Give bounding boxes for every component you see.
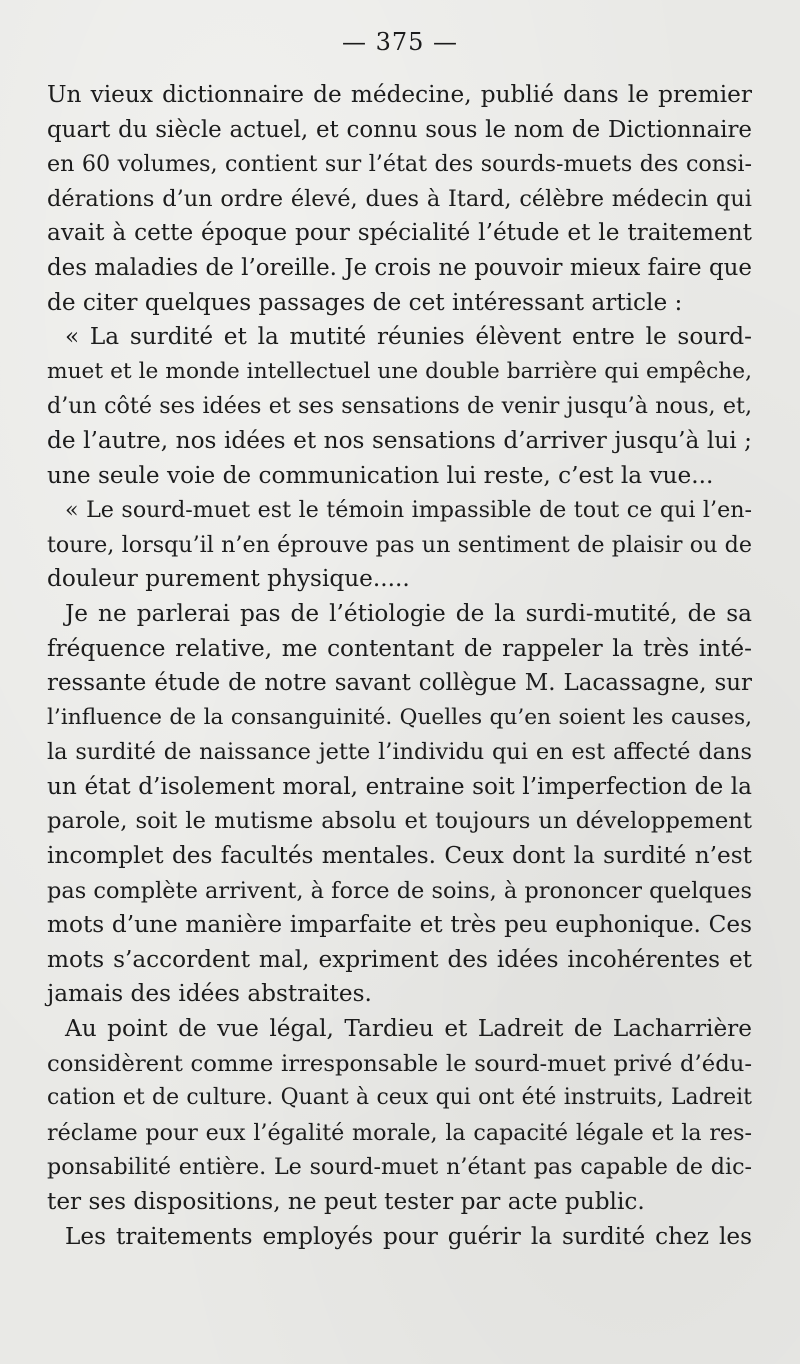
text-line: mots d’une manière imparfaite et très peu euphonique. Ces — [47, 911, 752, 939]
text-line: d’un côté ses idées et ses sensations de venir jusqu’à nous, et, — [47, 393, 752, 420]
text-line: incomplet des facultés mentales. Ceux dont la surdité n’est — [47, 842, 752, 870]
text-line: douleur purement physique..... — [47, 565, 410, 593]
text-line: muet et le monde intellectuel une double barrière qui empêche, — [47, 358, 752, 384]
text-line: Au point de vue légal, Tardieu et Ladreit de Lacharrière — [65, 1015, 752, 1043]
text-line: « La surdité et la mutité réunies élèvent entre le sourd- — [65, 323, 752, 351]
text-line: des maladies de l’oreille. Je crois ne pouvoir mieux faire que — [47, 254, 752, 281]
text-line: de citer quelques passages de cet intéressant article : — [47, 288, 683, 316]
text-line: pas complète arrivent, à force de soins, à prononcer quelques — [47, 877, 752, 904]
text-line: ressante étude de notre savant collègue M. Lacassagne, sur — [47, 670, 752, 697]
body-text — [47, 78, 752, 1254]
text-line: un état d’isolement moral, entraine soit l’imperfection de la — [47, 772, 752, 800]
text-line: quart du siècle actuel, et connu sous le nom de Dictionnaire — [47, 116, 752, 143]
text-line: la surdité de naissance jette l’individu qui en est affecté dans — [47, 739, 752, 766]
text-line: l’influence de la consanguinité. Quelles qu’en soient les causes, — [47, 704, 752, 730]
text-line: dérations d’un ordre élevé, dues à Itard, célèbre médecin qui — [47, 185, 752, 212]
text-line: en 60 volumes, contient sur l’état des sourds-muets des consi- — [47, 151, 752, 178]
text-line: Un vieux dictionnaire de médecine, publié dans le premier — [47, 81, 752, 108]
text-line: cation et de culture. Quant à ceux qui ont été instruits, Ladreit — [47, 1085, 752, 1111]
text-line: Je ne parlerai pas de l’étiologie de la surdi-mutité, de sa — [65, 599, 752, 627]
text-line: fréquence relative, me contentant de rappeler la très inté- — [47, 634, 752, 662]
text-line: ter ses dispositions, ne peut tester par acte public. — [47, 1188, 645, 1215]
text-line: de l’autre, nos idées et nos sensations d’arriver jusqu’à lui ; — [47, 426, 752, 454]
text-line: Les traitements employés pour guérir la surdité chez les — [65, 1222, 752, 1250]
text-line: une seule voie de communication lui reste, c’est la vue... — [47, 461, 714, 489]
text-line: mots s’accordent mal, expriment des idées incohérentes et — [47, 945, 752, 973]
text-line: avait à cette époque pour spécialité l’étude et le traitement — [47, 219, 752, 247]
page-number: — 375 — — [341, 28, 459, 56]
text-line: jamais des idées abstraites. — [47, 980, 372, 1008]
text-line: « Le sourd-muet est le témoin impassible de tout ce qui l’en- — [65, 497, 752, 524]
text-line: parole, soit le mutisme absolu et toujours un développement — [47, 808, 752, 835]
text-line: considèrent comme irresponsable le sourd-muet privé d’édu- — [47, 1050, 752, 1077]
text-line: réclame pour eux l’égalité morale, la capacité légale et la res- — [47, 1119, 752, 1146]
text-line: toure, lorsqu’il n’en éprouve pas un sentiment de plaisir ou de — [47, 531, 752, 558]
text-line: ponsabilité entière. Le sourd-muet n’étant pas capable de dic- — [47, 1154, 752, 1181]
